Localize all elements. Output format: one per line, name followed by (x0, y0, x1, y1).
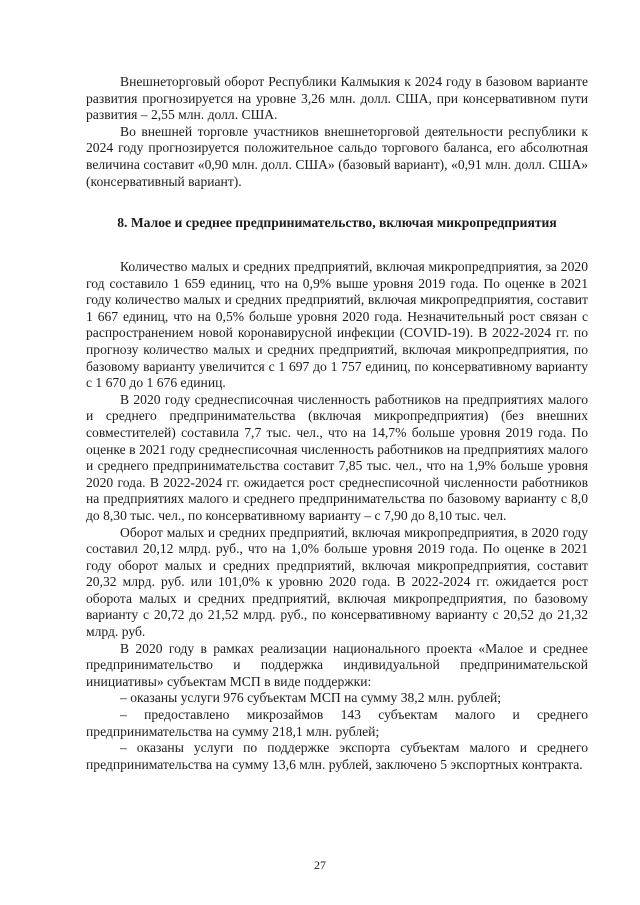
page-number: 27 (314, 858, 326, 872)
support-item-export: – оказаны услуги по поддержке экспорта субъектам малого и среднего предпринимательства на сумму 13,6 млн. рублей, заключено 5 экспортных контракта. (86, 740, 588, 772)
support-item-services: – оказаны услуги 976 субъектам МСП на сумму 38,2 млн. рублей; (120, 690, 502, 706)
paragraph-national-project: В 2020 году в рамках реализации национального проекта «Малое и среднее предпринимательство и поддержка индивидуальной предпринимательской инициативы» субъектам МСП в виде поддержки: (86, 640, 588, 689)
paragraph-employee-count: В 2020 году среднесписочная численность работников на предприятиях малого и среднего предпринимательства (включая микропредприятия) (без внешних совместителей) составила 7,7 тыс. чел., что на 14,7% больше уровня 2019 года. По оценке в 2021 году среднесписочная численность работников на предприятиях малого и среднего предпринимательства составит 7,85 тыс. чел., что на 1,9% больше уровня 2020 года. В 2022-2024 гг. ожидается рост среднесписочной численности работников на предприятиях малого и среднего предпринимательства по базовому варианту с 8,0 до 8,30 тыс. чел., по консервативному варианту – с 7,90 до 8,10 тыс. чел. (86, 391, 588, 523)
paragraph-trade-balance: Во внешней торговле участников внешнеторговой деятельности республики к 2024 году прогнозируется положительное сальдо торгового баланса, его абсолютная величина составит «0,90 млн. долл. США» (базовый вариант), «0,91 млн. долл. США» (консервативный вариант). (86, 123, 588, 189)
intro-section (86, 74, 588, 190)
paragraph-trade-turnover: Внешнеторговый оборот Республики Калмыкия к 2024 году в базовом варианте развития прогнозируется на уровне 3,26 млн. долл. США, при консервативном пути развития – 2,55 млн. долл. США. (86, 74, 588, 123)
paragraph-enterprise-count: Количество малых и средних предприятий, включая микропредприятия, за 2020 год составило 1 659 единиц, что на 0,9% выше уровня 2019 года. По оценке в 2021 году количество малых и средних предприятий, включая микропредприятия, составит 1 667 единиц, что на 0,5% больше уровня 2020 года. Незначительный рост связан с распространением новой коронавирусной инфекции (COVID-19). В 2022-2024 гг. по прогнозу количество малых и средних предприятий, включая микропредприятия, по базовому варианту увеличится с 1 697 до 1 757 единиц, по консервативному варианту с 1 670 до 1 676 единиц. (86, 259, 588, 391)
section-heading: 8. Малое и среднее предпринимательство, включая микропредприятия (117, 215, 557, 230)
paragraph-turnover: Оборот малых и средних предприятий, включая микропредприятия, в 2020 году составил 20,12 млрд. руб., что на 1,0% больше уровня 2019 года. По оценке в 2021 году оборот малых и средних предприятий, включая микропредприятия, составит 20,32 млрд. руб. или 101,0% к уровню 2020 года. В 2022-2024 гг. ожидается рост оборота малых и средних предприятий, включая микропредприятия, по базовому варианту с 20,72 до 21,52 млрд. руб., по консервативному варианту с 20,52 до 21,32 млрд. руб. (86, 524, 588, 640)
sme-section (86, 259, 588, 773)
support-item-microloans: – предоставлено микрозаймов 143 субъектам малого и среднего предпринимательства на сумму 218,1 млн. рублей; (86, 707, 588, 739)
